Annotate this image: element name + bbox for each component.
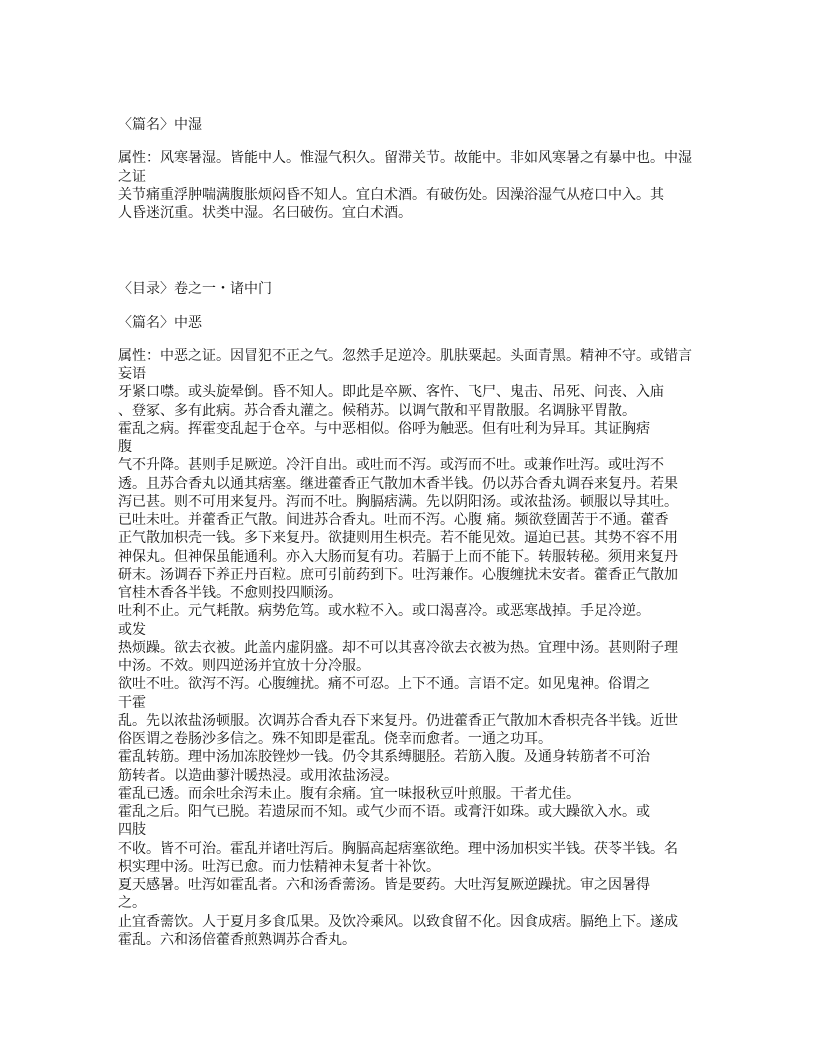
text-line: 官桂木香各半钱。不愈则投四顺汤。 [118,585,342,601]
text-line: 霍乱之后。阳气已脱。若遗尿而不知。或气少而不语。或膏汗如珠。或大躁欲入水。或 [118,804,650,820]
section-title: 〈篇名〉中湿 [118,117,202,133]
text-line: 腹 [118,439,132,455]
text-line: 霍乱之病。挥霍变乱起于仓卒。与中恶相似。俗呼为触恶。但有吐利为异耳。其证胸痞 [118,420,650,437]
text-line: 不收。皆不可治。霍乱并诸吐泻后。胸膈高起痞塞欲绝。理中汤加枳实半钱。茯苓半钱。名 [118,840,678,857]
text-line: 之。 [118,895,146,912]
text-line: 干霍 [118,694,146,711]
text-line: 关节痛重浮肿喘满腹胀烦闷昏不知人。宜白术酒。有破伤处。因澡浴湿气从疮口中入。其 [118,186,664,203]
text-line: 俗医谓之卷肠沙多信之。殊不知即是霍乱。侥幸而愈者。一通之功耳。 [118,731,552,747]
text-line: 人昏迷沉重。状类中湿。名曰破伤。宜白术酒。 [118,205,412,221]
text-line: 霍乱转筋。理中汤加冻胶锉炒一钱。仍令其系缚腿胫。若筋入腹。及通身转筋者不可治 [118,749,650,766]
text-line: 止宜香薷饮。人于夏月多食瓜果。及饮冷乘风。以致食留不化。因食成痞。膈绝上下。遂成 [118,913,678,930]
text-line: 之证 [118,168,146,185]
section-zhonge [118,280,718,949]
text-line: 霍乱。六和汤倍藿香煎熟调苏合香丸。 [118,931,356,948]
catalog-heading: 〈目录〉卷之一・诸中门 [118,281,272,298]
section-zhongshi [118,116,718,222]
text-line: 或发 [118,621,146,638]
text-line: 属性：中恶之证。因冒犯不正之气。忽然手足逆冷。肌肤粟起。头面青黑。精神不守。或错言 [118,347,692,364]
text-line: 妄语 [118,366,146,382]
text-line: 、登冢、多有此病。苏合香丸灌之。候稍苏。以调气散和平胃散服。名调脉平胃散。 [118,402,636,419]
section-body [118,347,718,949]
text-line: 中汤。不效。则四逆汤并宜放十分冷服。 [118,658,370,674]
text-line: 透。且苏合香丸以通其痞塞。继进藿香正气散加木香半钱。仍以苏合香丸调吞来复丹。若果 [118,475,678,492]
text-line: 研末。汤调吞下养正丹百粒。庶可引前药到下。吐泻兼作。心腹缠扰未安者。藿香正气散加 [118,566,678,583]
document-page [118,116,718,949]
text-line: 欲吐不吐。欲泻不泻。心腹缠扰。痛不可忍。上下不通。言语不定。如见鬼神。俗谓之 [118,676,650,693]
text-line: 筋转者。以造曲蓼汁暖热浸。或用浓盐汤浸。 [118,767,398,784]
text-line: 气不升降。甚则手足厥逆。冷汗自出。或吐而不泻。或泻而不吐。或兼作吐泻。或吐泻不 [118,457,664,474]
text-line: 夏天感暑。吐泻如霍乱者。六和汤香薷汤。皆是要药。大吐泻复厥逆躁扰。审之因暑得 [118,877,650,893]
text-line: 四肢 [118,822,146,839]
text-line: 神保丸。但神保虽能通利。亦入大肠而复有功。若膈于上而不能下。转服转秘。须用来复丹 [118,548,678,565]
text-line: 枳实理中汤。吐泻已愈。而力怯精神未复者十补饮。 [118,858,440,875]
text-line: 乱。先以浓盐汤顿服。次调苏合香丸吞下来复丹。仍进藿香正气散加木香枳壳各半钱。近世 [118,712,678,729]
text-line: 泻已甚。则不可用来复丹。泻而不吐。胸膈痞满。先以阴阳汤。或浓盐汤。顿服以导其吐。 [118,493,678,510]
text-line: 已吐未吐。并藿香正气散。间进苏合香丸。吐而不泻。心腹 痛。频欲登圊苦于不通。藿香 [118,512,669,528]
text-line: 属性：风寒暑湿。皆能中人。惟湿气积久。留滞关节。故能中。非如风寒暑之有暴中也。中湿 [118,150,692,167]
text-line: 热烦躁。欲去衣被。此盖内虚阴盛。却不可以其喜冷欲去衣被为热。宜理中汤。甚则附子理 [118,639,678,656]
text-line: 牙紧口噤。或头旋晕倒。昏不知人。即此是卒厥、客忤、飞尸、鬼击、吊死、问丧、入庙 [118,384,664,401]
text-line: 霍乱已透。而余吐余泻未止。腹有余痛。宜一味报秋豆叶煎服。干者尤佳。 [118,785,580,802]
text-line: 正气散加枳壳一钱。多下来复丹。欲捷则用生枳壳。若不能见效。逼迫已甚。其势不容不用 [118,530,678,547]
section-title: 〈篇名〉中恶 [118,314,202,331]
text-line: 吐利不止。元气耗散。病势危笃。或水粒不入。或口渴喜冷。或恶寒战掉。手足冷逆。 [118,603,650,620]
section-body [118,149,718,222]
